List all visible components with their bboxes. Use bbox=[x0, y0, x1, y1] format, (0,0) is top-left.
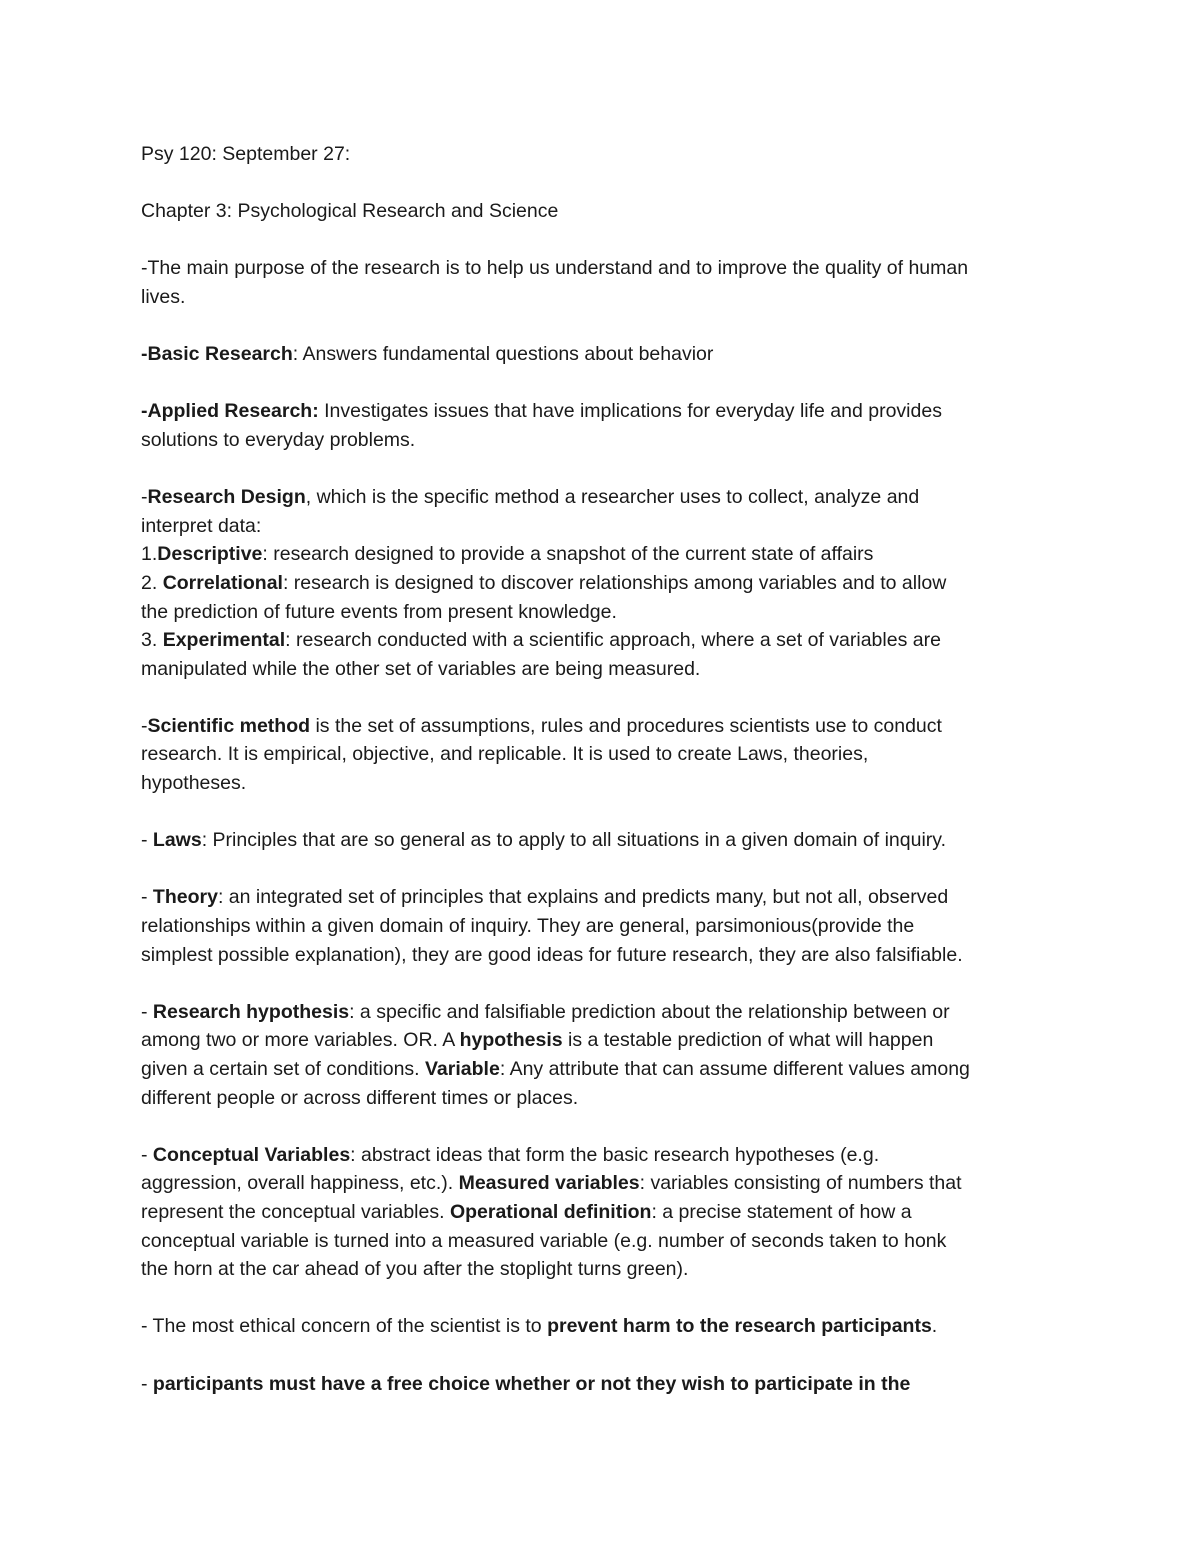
text-segment: is a testable prediction of what will happen bbox=[562, 1029, 934, 1052]
text-line: hypotheses. bbox=[141, 772, 247, 795]
definition-text: : a specific and falsifiable prediction about the relationship between or bbox=[349, 1000, 950, 1023]
dash: - bbox=[141, 1143, 153, 1166]
text-line: interpret data: bbox=[141, 514, 262, 537]
definition-text: : an integrated set of principles that explains and predicts many, but not all, observed bbox=[217, 886, 949, 909]
text-line bbox=[141, 483, 1071, 512]
text-line bbox=[141, 883, 1071, 912]
text-segment: given a certain set of conditions. bbox=[141, 1058, 425, 1080]
term-scientific-method: Scientific method bbox=[147, 714, 311, 737]
text-line: relationships within a given domain of inquiry. They are general, parsimonious(provide the bbox=[141, 915, 915, 938]
term-operational-definition: Operational definition bbox=[449, 1200, 652, 1223]
text-segment: . bbox=[931, 1315, 938, 1338]
definition-text: is the set of assumptions, rules and procedures scientists use to conduct bbox=[310, 714, 942, 737]
paragraph-free-choice bbox=[141, 1370, 1071, 1399]
dash: - bbox=[141, 1372, 153, 1395]
term-hypothesis: hypothesis bbox=[459, 1029, 563, 1052]
term-variable: Variable bbox=[425, 1058, 500, 1080]
text-segment: represent the conceptual variables. bbox=[141, 1200, 450, 1223]
definition-text: Investigates issues that have implications for everyday life and provides bbox=[318, 400, 942, 423]
definition-text: : abstract ideas that form the basic research hypotheses (e.g. bbox=[350, 1143, 880, 1166]
text-line: the horn at the car ahead of you after the stoplight turns green). bbox=[141, 1258, 689, 1281]
text-line: lives. bbox=[141, 285, 186, 308]
title-text: Psy 120: September 27: bbox=[141, 143, 351, 165]
list-item-descriptive bbox=[141, 540, 1071, 569]
text-line: solutions to everyday problems. bbox=[141, 428, 416, 451]
text-line bbox=[141, 397, 1071, 426]
paragraph-laws bbox=[141, 826, 1071, 855]
text-segment: among two or more variables. OR. A bbox=[141, 1029, 460, 1052]
text-line: -The main purpose of the research is to help us understand and to improve the quality of human bbox=[141, 257, 969, 280]
text-line bbox=[141, 1312, 1071, 1341]
text-segment: : a precise statement of how a bbox=[651, 1200, 912, 1223]
text-line bbox=[141, 1370, 1071, 1399]
document-body bbox=[141, 140, 1071, 1398]
definition-text: : research is designed to discover relationships among variables and to allow bbox=[282, 571, 947, 594]
term-conceptual-variables: Conceptual Variables bbox=[152, 1143, 351, 1166]
text-line: research. It is empirical, objective, and replicable. It is used to create Laws, theories, bbox=[141, 743, 869, 766]
term-prevent-harm: prevent harm to the research participants bbox=[547, 1315, 932, 1338]
text-segment: aggression, overall happiness, etc.). bbox=[141, 1172, 459, 1195]
term-experimental: Experimental bbox=[162, 629, 286, 652]
term-research-hypothesis: Research hypothesis bbox=[152, 1000, 350, 1023]
text-segment: - The most ethical concern of the scientist is to bbox=[141, 1315, 548, 1338]
paragraph-basic-research bbox=[141, 340, 1071, 369]
paragraph-research-hypothesis bbox=[141, 998, 1071, 1112]
text-line: the prediction of future events from present knowledge. bbox=[141, 600, 617, 623]
text-line bbox=[141, 998, 1071, 1027]
list-item-experimental bbox=[141, 626, 1071, 655]
text-line bbox=[141, 340, 1071, 369]
definition-text: : research designed to provide a snapshot of the current state of affairs bbox=[262, 543, 874, 566]
text-line: simplest possible explanation), they are good ideas for future research, they are also falsifiable. bbox=[141, 943, 963, 966]
term-free-choice: participants must have a free choice whether or not they wish to participate in the bbox=[152, 1372, 911, 1395]
text-line bbox=[141, 826, 1071, 855]
text-line bbox=[141, 1026, 1071, 1055]
term-correlational: Correlational bbox=[162, 571, 283, 594]
term-theory: Theory bbox=[152, 886, 218, 909]
definition-text: : Principles that are so general as to apply to all situations in a given domain of inquiry. bbox=[201, 829, 947, 852]
list-item-correlational bbox=[141, 569, 1071, 598]
term-descriptive: Descriptive bbox=[157, 543, 263, 566]
paragraph-theory bbox=[141, 883, 1071, 969]
paragraph-applied-research bbox=[141, 397, 1071, 454]
term-basic-research: -Basic Research bbox=[141, 343, 293, 366]
text-segment: : variables consisting of numbers that bbox=[639, 1172, 962, 1195]
text-line bbox=[141, 1141, 1071, 1170]
text-line: different people or across different times or places. bbox=[141, 1086, 579, 1109]
text-line bbox=[141, 712, 1071, 741]
definition-text: : Answers fundamental questions about behavior bbox=[292, 343, 714, 366]
term-applied-research: -Applied Research: bbox=[141, 400, 319, 423]
chapter-text: Chapter 3: Psychological Research and Science bbox=[141, 200, 559, 223]
dash: - bbox=[141, 486, 148, 509]
term-measured-variables: Measured variables bbox=[458, 1172, 640, 1195]
document-title bbox=[141, 140, 1071, 169]
paragraph-purpose bbox=[141, 254, 1071, 311]
paragraph-conceptual-variables bbox=[141, 1141, 1071, 1284]
list-number: 1. bbox=[141, 543, 158, 566]
paragraph-ethics bbox=[141, 1312, 1071, 1341]
paragraph-scientific-method bbox=[141, 712, 1071, 798]
term-laws: Laws bbox=[152, 829, 202, 852]
chapter-heading bbox=[141, 197, 1071, 226]
text-line: conceptual variable is turned into a measured variable (e.g. number of seconds taken to honk bbox=[141, 1229, 947, 1252]
text-line bbox=[141, 1198, 1071, 1227]
definition-text: : research conducted with a scientific approach, where a set of variables are bbox=[285, 629, 941, 652]
text-segment: : Any attribute that can assume different values among bbox=[499, 1058, 970, 1080]
dash: - bbox=[141, 829, 153, 852]
text-line bbox=[141, 1169, 1071, 1198]
text-line bbox=[141, 1055, 1071, 1084]
paragraph-research-design bbox=[141, 483, 1071, 683]
term-research-design: Research Design bbox=[147, 486, 306, 509]
list-number: 2. bbox=[141, 571, 163, 594]
dash: - bbox=[141, 1000, 153, 1023]
list-number: 3. bbox=[141, 629, 163, 652]
definition-text: , which is the specific method a researcher uses to collect, analyze and bbox=[305, 486, 920, 509]
dash: - bbox=[141, 714, 148, 737]
dash: - bbox=[141, 886, 153, 909]
text-line: manipulated while the other set of variables are being measured. bbox=[141, 657, 701, 680]
